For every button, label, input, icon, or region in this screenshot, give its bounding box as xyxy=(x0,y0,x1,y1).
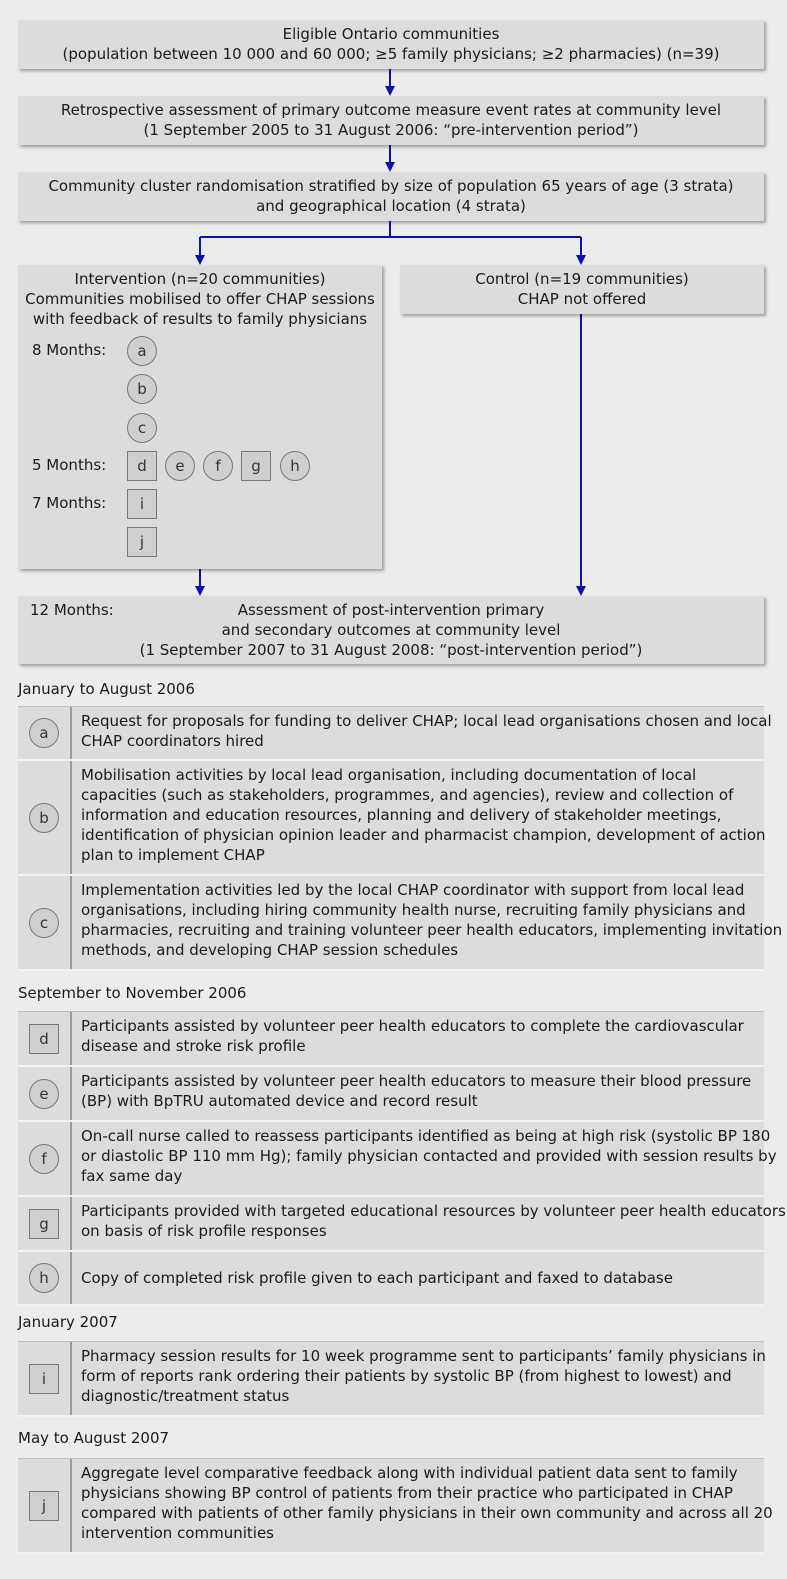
row-j-line: intervention communities xyxy=(81,1524,274,1542)
row-b-line: information and education resources, planning and delivery of stakeholder meetings, xyxy=(81,806,722,824)
marker-f: f xyxy=(203,451,233,481)
eligible-title: Eligible Ontario communities xyxy=(282,25,500,43)
month-label-12: 12 Months: xyxy=(30,601,114,619)
row-marker-i: i xyxy=(29,1364,59,1394)
intervention-line-2: Communities mobilised to offer CHAP sessions xyxy=(25,290,375,308)
retrospective-line-1: Retrospective assessment of primary outcome measure event rates at community level xyxy=(60,101,722,119)
row-d-line: Participants assisted by volunteer peer health educators to complete the cardiovascular xyxy=(81,1017,744,1035)
row-c-line: pharmacies, recruiting and training volunteer peer health educators, implementing invitation xyxy=(81,921,783,939)
retrospective-line-2: (1 September 2005 to 31 August 2006: “pre-intervention period”) xyxy=(143,121,639,139)
row-f-line: fax same day xyxy=(81,1167,183,1185)
section-title-may-aug-2007: May to August 2007 xyxy=(18,1429,170,1447)
table-row xyxy=(18,876,783,971)
row-i-line: form of reports rank ordering their patients by systolic BP (from highest to lowest) and xyxy=(81,1367,732,1385)
eligible-communities-box xyxy=(18,20,764,69)
intervention-box xyxy=(18,265,382,569)
month-label-5: 5 Months: xyxy=(32,456,107,474)
assessment-line-3: (1 September 2007 to 31 August 2008: “post-intervention period”) xyxy=(139,641,643,659)
marker-a: a xyxy=(127,336,157,366)
marker-b: b xyxy=(127,374,157,404)
randomisation-line-1: Community cluster randomisation stratified by size of population 65 years of age (3 strata) xyxy=(48,177,734,195)
marker-c: c xyxy=(127,413,157,443)
section-title-sep-nov-2006: September to November 2006 xyxy=(18,984,247,1002)
table-row xyxy=(18,1067,764,1122)
row-marker-c: c xyxy=(29,908,59,938)
randomisation-line-2: and geographical location (4 strata) xyxy=(256,197,526,215)
marker-h: h xyxy=(280,451,310,481)
retrospective-assessment-box xyxy=(18,96,764,145)
intervention-line-3: with feedback of results to family physicians xyxy=(32,310,368,328)
assessment-line-2: and secondary outcomes at community level xyxy=(221,621,561,639)
marker-i: i xyxy=(127,489,157,519)
table-jan-aug-2006 xyxy=(18,706,783,971)
table-sep-nov-2006 xyxy=(18,1011,786,1306)
marker-d: d xyxy=(127,451,157,481)
row-g-line: on basis of risk profile responses xyxy=(81,1222,327,1240)
table-row xyxy=(18,1252,764,1306)
row-e-line: (BP) with BpTRU automated device and record result xyxy=(81,1092,478,1110)
row-g-line: Participants provided with targeted educational resources by volunteer peer health educators xyxy=(81,1202,786,1220)
row-e-line: Participants assisted by volunteer peer health educators to measure their blood pressure xyxy=(81,1072,752,1090)
table-row xyxy=(18,1122,777,1197)
table-row xyxy=(18,761,764,876)
row-b-line: Mobilisation activities by local lead organisation, including documentation of local xyxy=(81,766,697,784)
row-j-line: Aggregate level comparative feedback along with individual patient data sent to family xyxy=(81,1464,738,1482)
row-marker-j: j xyxy=(29,1491,59,1521)
table-row xyxy=(18,1342,764,1417)
row-j-line: physicians showing BP control of patients from their practice who participated in CHAP xyxy=(81,1484,733,1502)
row-c-line: Implementation activities led by the local CHAP coordinator with support from local lead xyxy=(81,881,745,899)
row-j-line: compared with patients of other family physicians in their own community and across all 20 xyxy=(81,1504,773,1522)
control-line-2: CHAP not offered xyxy=(517,290,647,308)
control-title: Control (n=19 communities) xyxy=(475,270,689,288)
row-c-line: methods, and developing CHAP session schedules xyxy=(81,941,459,959)
table-jan-2007 xyxy=(18,1341,764,1417)
row-marker-a: a xyxy=(29,718,59,748)
marker-g: g xyxy=(241,451,271,481)
randomisation-box xyxy=(18,172,764,221)
section-title-jan-aug-2006: January to August 2006 xyxy=(18,680,195,698)
row-marker-h: h xyxy=(29,1263,59,1293)
post-intervention-assessment-box xyxy=(18,596,764,664)
table-row xyxy=(18,1012,764,1067)
row-marker-d: d xyxy=(29,1024,59,1054)
row-d-line: disease and stroke risk profile xyxy=(81,1037,306,1055)
marker-e: e xyxy=(165,451,195,481)
row-marker-b: b xyxy=(29,803,59,833)
row-f-line: or diastolic BP 110 mm Hg); family physician contacted and provided with session results by xyxy=(81,1147,777,1165)
table-row xyxy=(18,1459,773,1554)
marker-j: j xyxy=(127,527,157,557)
row-i-line: Pharmacy session results for 10 week programme sent to participants’ family physicians in xyxy=(81,1347,766,1365)
table-may-aug-2007 xyxy=(18,1458,773,1554)
row-f-line: On-call nurse called to reassess participants identified as being at high risk (systolic BP 180 xyxy=(81,1127,771,1145)
row-marker-f: f xyxy=(29,1144,59,1174)
table-row xyxy=(18,1197,786,1252)
row-c-line: organisations, including hiring community health nurse, recruiting family physicians and xyxy=(81,901,746,919)
row-a-line: Request for proposals for funding to deliver CHAP; local lead organisations chosen and local xyxy=(81,712,772,730)
row-b-line: capacities (such as stakeholders, programmes, and agencies), review and collection of xyxy=(81,786,734,804)
table-row xyxy=(18,707,772,761)
row-i-line: diagnostic/treatment status xyxy=(81,1387,290,1405)
eligible-criteria: (population between 10 000 and 60 000; ≥5 family physicians; ≥2 pharmacies) (n=39) xyxy=(62,45,720,63)
row-b-line: identification of physician opinion leader and pharmacist champion, development of action xyxy=(81,826,766,844)
section-title-jan-2007: January 2007 xyxy=(18,1313,118,1331)
month-label-8: 8 Months: xyxy=(32,341,107,359)
month-label-7: 7 Months: xyxy=(32,494,107,512)
row-marker-e: e xyxy=(29,1079,59,1109)
control-box xyxy=(400,265,764,314)
intervention-title: Intervention (n=20 communities) xyxy=(74,270,326,288)
row-marker-g: g xyxy=(29,1209,59,1239)
row-h-line: Copy of completed risk profile given to each participant and faxed to database xyxy=(81,1268,673,1287)
row-a-line: CHAP coordinators hired xyxy=(81,732,264,750)
assessment-line-1: Assessment of post-intervention primary xyxy=(237,601,545,619)
row-b-line: plan to implement CHAP xyxy=(81,846,265,864)
